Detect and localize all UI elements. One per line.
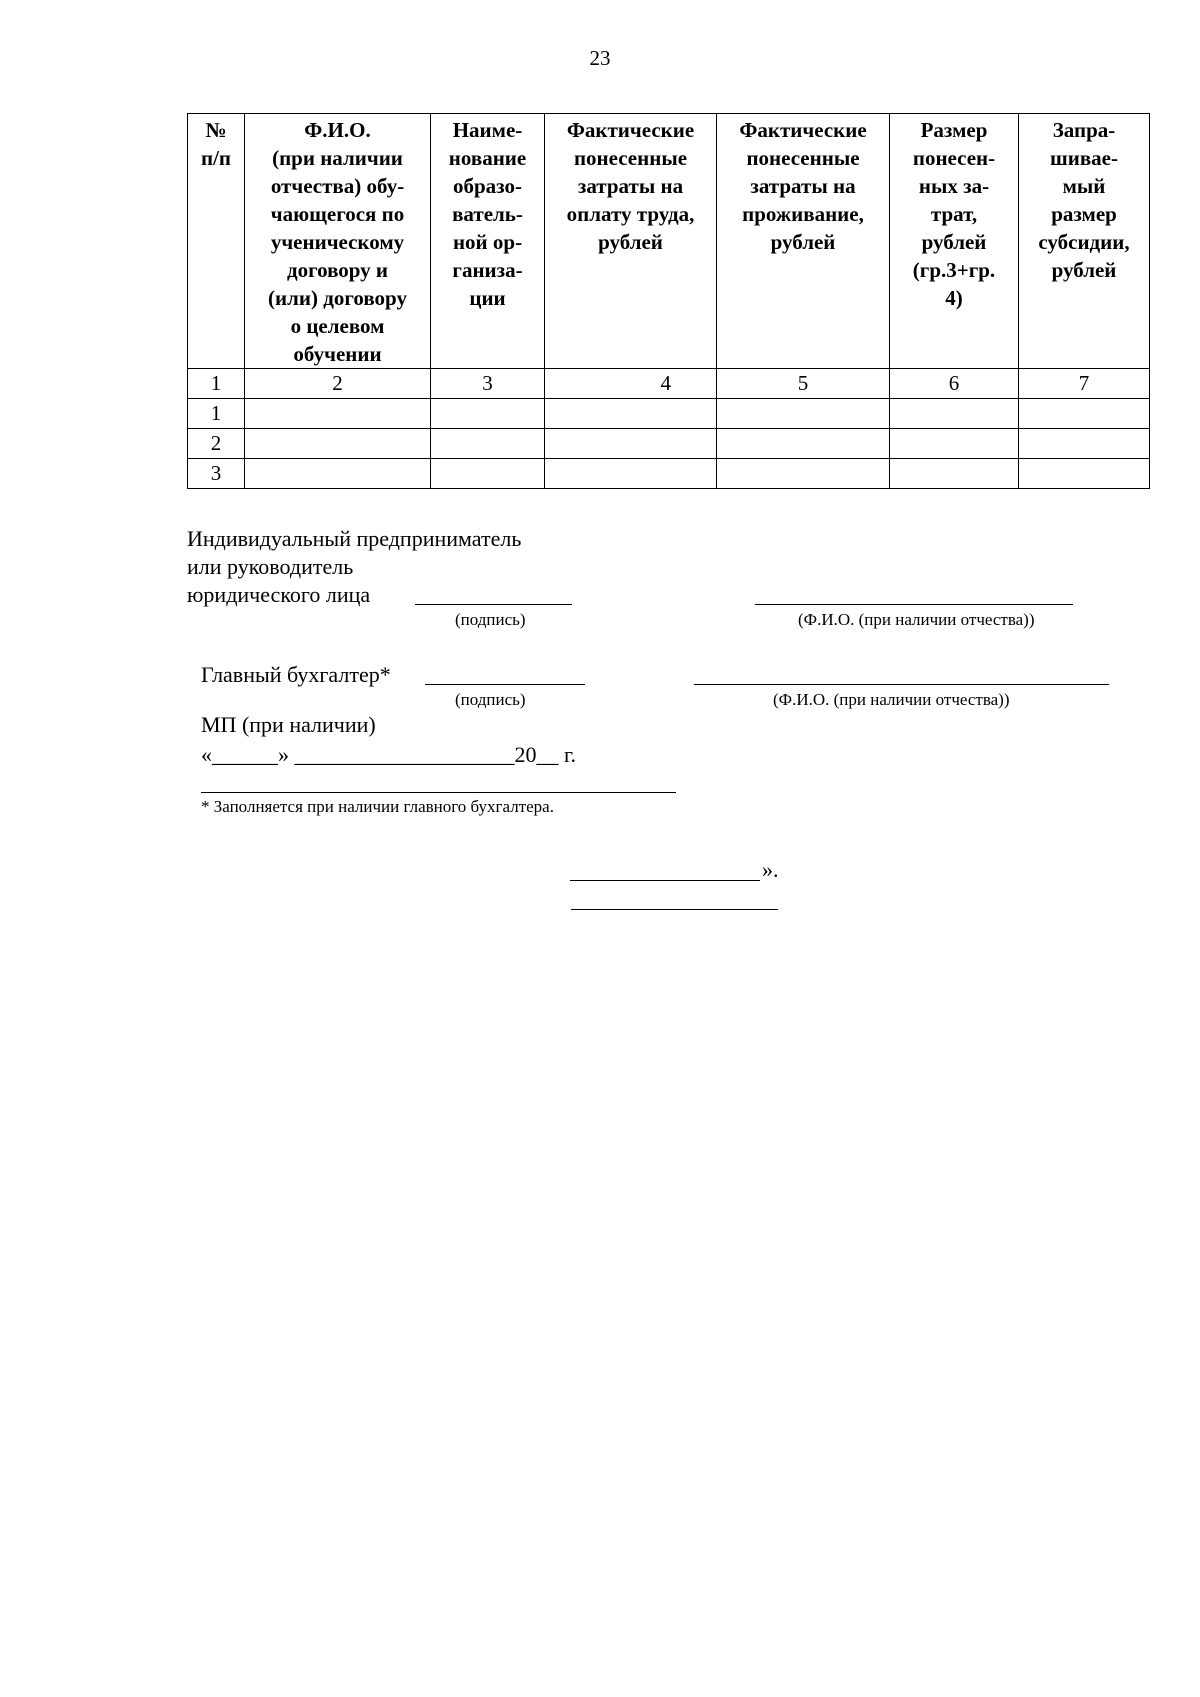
header-line: образо-: [453, 174, 522, 198]
header-line: трат,: [930, 202, 978, 226]
page-number: 23: [589, 46, 611, 70]
entrepreneur-label-line1: Индивидуальный предприниматель: [187, 526, 522, 551]
footnote: * Заполняется при наличии главного бухгалтера.: [201, 797, 554, 816]
header-cell-housing-costs: [717, 114, 890, 369]
header-line: (при наличии: [272, 146, 403, 170]
header-cell-fio: [245, 114, 431, 369]
row-number-cell: 1: [188, 399, 245, 429]
header-line: рублей: [770, 230, 836, 254]
table-cell: [431, 399, 545, 429]
header-line: мый: [1062, 174, 1106, 198]
header-line: рублей: [598, 230, 663, 254]
row-number-cell: 2: [188, 429, 245, 459]
date-line: «______» ____________________20__ г.: [201, 742, 577, 767]
entrepreneur-signature-caption: (подпись): [455, 610, 526, 629]
header-line: отчества) обу-: [270, 174, 405, 198]
row-number-cell: 3: [188, 459, 245, 489]
table-cell: [245, 399, 431, 429]
header-line: ции: [469, 286, 506, 310]
subsidy-table: [187, 113, 1150, 489]
table-cell: [717, 399, 890, 429]
table-row: [188, 459, 1150, 489]
header-line: нование: [448, 146, 527, 170]
table-cell: [245, 459, 431, 489]
header-line: Наиме-: [452, 118, 523, 142]
table-cell: [717, 459, 890, 489]
footnote-separator: [201, 792, 676, 793]
accountant-signature-line: [425, 684, 585, 685]
header-line: ватель-: [452, 202, 523, 226]
header-line: (или) договору: [268, 286, 407, 310]
header-line: оплату труда,: [566, 202, 695, 226]
entrepreneur-label-line3: юридического лица: [187, 582, 371, 607]
header-line: договору и: [286, 258, 389, 282]
table-cell: [245, 429, 431, 459]
header-line: (гр.3+гр.: [912, 258, 996, 282]
table-cell: [431, 429, 545, 459]
table-cell: [890, 399, 1019, 429]
header-line: шивае-: [1050, 146, 1118, 170]
column-number-row: [188, 369, 1150, 399]
table-cell: [545, 459, 717, 489]
column-number-cell: 2: [245, 369, 431, 399]
header-line: п/п: [200, 146, 232, 170]
accountant-signature-caption: (подпись): [455, 690, 526, 709]
header-cell-total-costs: [890, 114, 1019, 369]
entrepreneur-fio-line: [755, 604, 1073, 605]
header-line: затраты на: [577, 174, 684, 198]
column-number-cell: 3: [431, 369, 545, 399]
column-number-cell: 7: [1019, 369, 1150, 399]
header-cell-labor-costs: [545, 114, 717, 369]
header-line: понесенные: [573, 146, 688, 170]
header-line: ных за-: [918, 174, 990, 198]
header-line: Фактические: [739, 118, 867, 142]
header-line: ученическому: [270, 230, 405, 254]
accountant-fio-line: [694, 684, 1109, 685]
header-line: о целевом: [290, 314, 385, 338]
table-cell: [1019, 459, 1150, 489]
header-line: обучении: [293, 342, 382, 366]
header-cell-organization: [431, 114, 545, 369]
table-cell: [545, 399, 717, 429]
header-line: 4): [945, 286, 963, 310]
header-cell-number: [188, 114, 245, 369]
table-cell: [890, 459, 1019, 489]
column-number-cell: 1: [188, 369, 245, 399]
header-line: Запра-: [1052, 118, 1116, 142]
column-number-cell: 5: [717, 369, 890, 399]
entrepreneur-label-line2: или руководитель: [187, 554, 354, 579]
table-header-row: [188, 114, 1150, 369]
accountant-fio-caption: (Ф.И.О. (при наличии отчества)): [773, 690, 1010, 709]
column-number-cell: 6: [890, 369, 1019, 399]
closing-line-1: [570, 880, 760, 881]
table-cell: [717, 429, 890, 459]
header-line: Ф.И.О.: [304, 118, 371, 142]
header-line: субсидии,: [1038, 230, 1130, 254]
table-row: [188, 429, 1150, 459]
chief-accountant-label: Главный бухгалтер*: [201, 662, 391, 687]
header-line: понесенные: [746, 146, 860, 170]
stamp-label: МП (при наличии): [201, 712, 376, 737]
table-cell: [1019, 429, 1150, 459]
table-cell: [545, 429, 717, 459]
header-line: чающегося по: [270, 202, 405, 226]
header-line: рублей: [921, 230, 987, 254]
header-cell-requested-subsidy: [1019, 114, 1150, 369]
header-line: №: [205, 118, 227, 142]
table-row: [188, 399, 1150, 429]
table-cell: [431, 459, 545, 489]
header-line: ной ор-: [452, 230, 523, 254]
header-line: проживание,: [742, 202, 864, 226]
entrepreneur-signature-line: [415, 604, 572, 605]
header-line: Размер: [920, 118, 988, 142]
header-line: ганиза-: [452, 258, 523, 282]
closing-quote: ».: [762, 857, 779, 882]
column-number-cell: 4: [545, 369, 717, 399]
table-cell: [890, 429, 1019, 459]
closing-line-2: [571, 909, 778, 910]
header-line: понесен-: [912, 146, 996, 170]
header-line: Фактические: [566, 118, 695, 142]
header-line: рублей: [1051, 258, 1117, 282]
header-line: затраты на: [750, 174, 856, 198]
entrepreneur-fio-caption: (Ф.И.О. (при наличии отчества)): [798, 610, 1035, 629]
table-cell: [1019, 399, 1150, 429]
header-line: размер: [1051, 202, 1117, 226]
